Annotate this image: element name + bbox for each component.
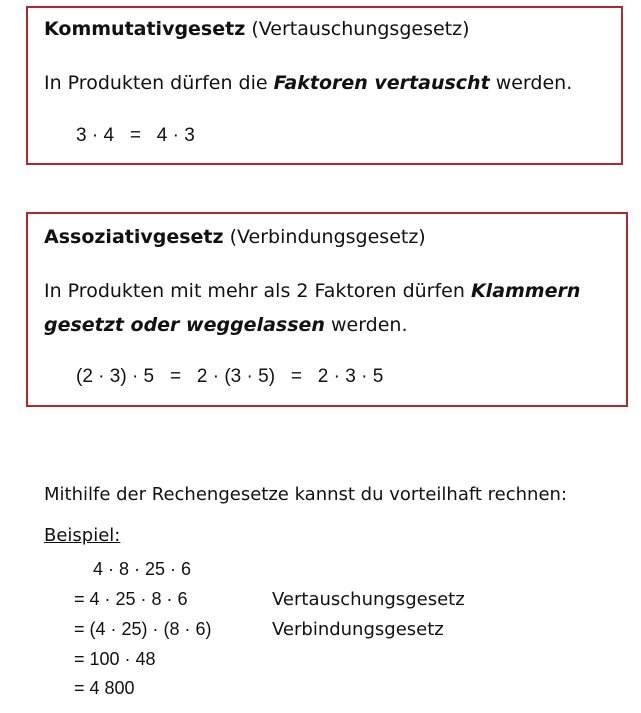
commutative-law-alias: (Vertauschungsgesetz) (251, 18, 470, 40)
calc-step-0: 4 · 8 · 25 · 6 (93, 559, 192, 579)
calc-step-4: = 4 800 (74, 678, 135, 698)
calc-step-1-note: Vertauschungsgesetz (272, 589, 465, 610)
commutative-law-description (44, 72, 572, 94)
example-label: Beispiel: (44, 525, 121, 546)
associative-law-title (44, 226, 426, 248)
associative-law-name: Assoziativgesetz (44, 226, 224, 248)
commutative-law-name: Kommutativgesetz (44, 18, 246, 40)
associative-line1-emphasis: Klammern (470, 280, 581, 302)
commutative-text-emphasis: Faktoren vertauscht (273, 72, 490, 94)
associative-law-description-line2 (44, 314, 408, 336)
section-intro: Mithilfe der Rechengesetze kannst du vorteilhaft rechnen: (44, 484, 568, 505)
calc-step-1: = 4 · 25 · 8 · 6 (74, 589, 188, 609)
calc-step-2: = (4 · 25) · (8 · 6) (74, 619, 212, 639)
associative-law-equation: (2 · 3) · 5 = 2 · (3 · 5) = 2 · 3 · 5 (76, 366, 384, 387)
commutative-law-title (44, 18, 470, 40)
associative-line2-emphasis: gesetzt oder weggelassen (44, 314, 325, 336)
associative-law-alias: (Verbindungsgesetz) (229, 226, 426, 248)
commutative-law-equation: 3 · 4 = 4 · 3 (76, 125, 195, 146)
commutative-text-after: werden. (489, 72, 573, 94)
associative-line1-before: In Produkten mit mehr als 2 Faktoren dürfen (44, 280, 471, 302)
calc-step-3: = 100 · 48 (74, 649, 156, 669)
calc-step-2-note: Verbindungsgesetz (272, 619, 444, 640)
associative-law-description-line1 (44, 280, 580, 302)
associative-line2-after: werden. (324, 314, 408, 336)
commutative-text-before: In Produkten dürfen die (44, 72, 274, 94)
